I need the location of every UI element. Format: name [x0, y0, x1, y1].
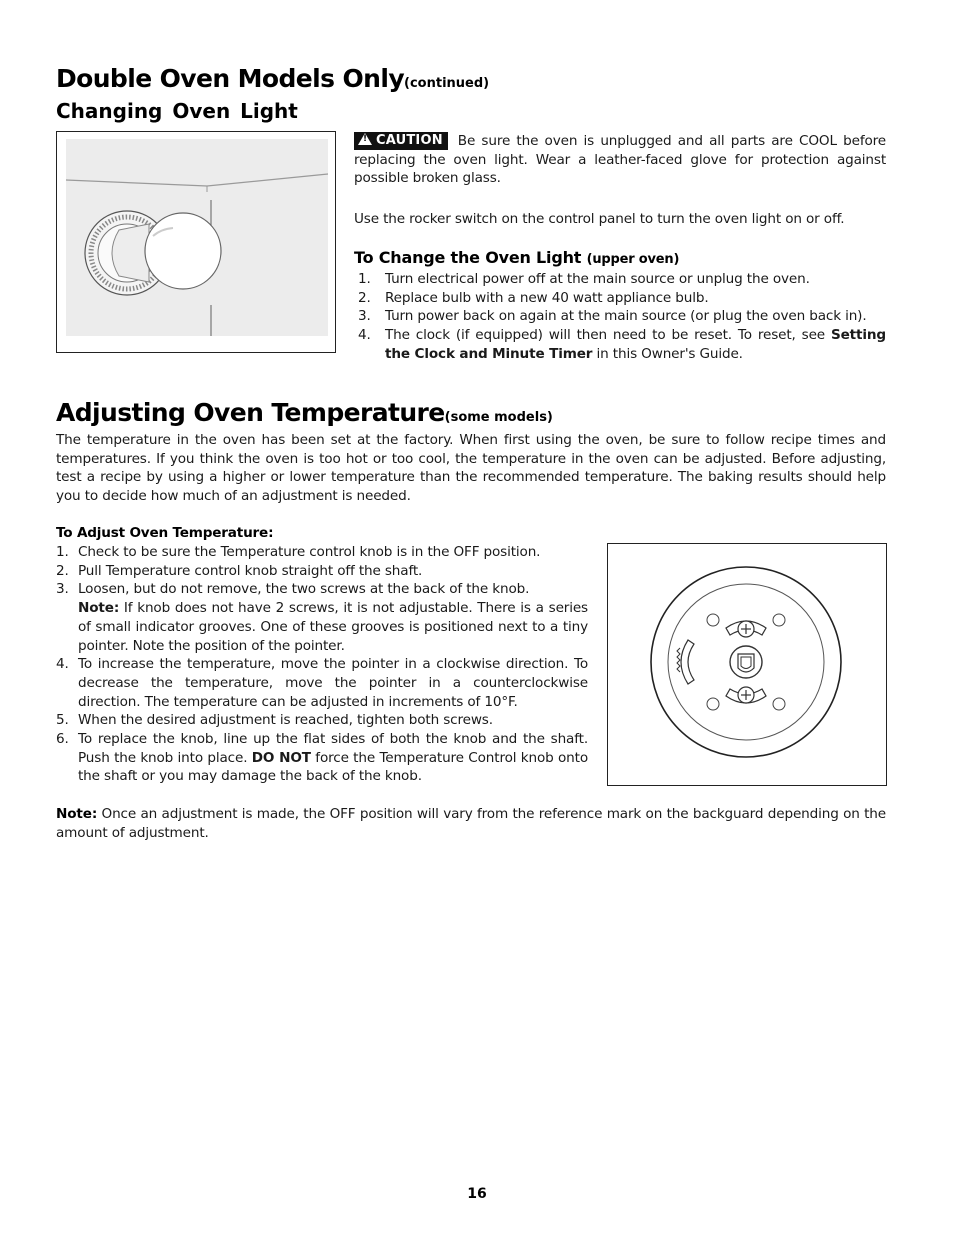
final-note-label: Note:: [56, 806, 98, 822]
list-item: [354, 270, 886, 289]
section-title-text: Adjusting Oven Temperature: [56, 398, 445, 427]
list-item: [56, 562, 588, 581]
step-number: 6.: [56, 731, 69, 748]
step-text: The clock (if equipped) will then need to be reset. To reset, see: [385, 327, 831, 344]
list-item: [354, 307, 886, 326]
step-number: 4.: [56, 656, 69, 673]
step-bold-reference: Setting the Clock and Minute Timer: [385, 327, 886, 362]
oven-light-bulb-drawing: [57, 132, 335, 352]
section-heading-oven-light: Changing Oven Light: [56, 99, 298, 123]
step-number: 5.: [56, 712, 69, 729]
change-light-heading-suffix: (upper oven): [586, 252, 680, 267]
change-light-steps: [354, 270, 886, 364]
caution-text: Be sure the oven is unplugged and all parts are COOL before replacing the oven light. Wear a leather-faced glove for protection against possible broken glass.: [354, 133, 886, 187]
final-note-text: Once an adjustment is made, the OFF position will vary from the reference mark on the backguard depending on the amount of adjustment.: [56, 806, 886, 841]
step-text: To increase the temperature, move the pointer in a clockwise direction. To decrease the temperature, move the pointer in a counterclockwise direction. The temperature can be adjusted in increments of 10°F.: [78, 656, 588, 710]
step-number: 3.: [56, 581, 69, 598]
change-light-heading: [354, 248, 679, 267]
oven-light-illustration: [56, 131, 336, 353]
knob-back-illustration: [607, 543, 887, 786]
note-text: If knob does not have 2 screws, it is not adjustable. There is a series of small indicator grooves. One of these grooves is positioned next to a tiny pointer. Note the position of the pointer.: [78, 600, 588, 654]
temperature-intro: The temperature in the oven has been set at the factory. When first using the oven, be sure to follow recipe times and temperatures. If you think the oven is too hot or too cool, the temperature in the oven can be adjusted. Before adjusting, test a recipe by using a higher or lower temperature than the recommended temperature. The baking results should help you to decide how much of an adjustment is needed.: [56, 432, 886, 504]
caution-paragraph: [354, 132, 886, 188]
list-item: [354, 289, 886, 308]
caution-badge: [354, 132, 448, 150]
step-text: Replace bulb with a new 40 watt appliance bulb.: [385, 289, 709, 306]
step-text: Turn electrical power off at the main source or unplug the oven.: [385, 271, 810, 287]
list-item: [354, 326, 886, 363]
step-text: Loosen, but do not remove, the two screws at the back of the knob.: [78, 581, 530, 598]
list-item: [56, 711, 588, 730]
step-number: 2.: [56, 562, 69, 579]
step-text-end: in this Owner's Guide.: [592, 345, 743, 362]
step-text: Turn power back on again at the main source (or plug the oven back in).: [385, 308, 867, 325]
page-title-suffix: (continued): [404, 76, 490, 91]
step-number: 2.: [358, 289, 371, 306]
step-text: To replace the knob, line up the flat sides of both the knob and the shaft. Push the knob into place.: [78, 731, 588, 766]
page-number: 16: [467, 1186, 487, 1202]
adjust-temperature-heading: To Adjust Oven Temperature:: [56, 525, 274, 541]
warning-icon: [358, 133, 372, 145]
list-item: [56, 580, 588, 655]
step-text: Check to be sure the Temperature control knob is in the OFF position.: [78, 544, 541, 560]
step-text: Pull Temperature control knob straight off the shaft.: [78, 562, 423, 579]
step-text: When the desired adjustment is reached, tighten both screws.: [78, 712, 493, 729]
caution-label: CAUTION: [376, 133, 443, 148]
page-title-text: Double Oven Models Only: [56, 64, 405, 93]
step-bold-warning: DO NOT: [251, 749, 311, 766]
list-item: [56, 730, 588, 786]
step-number: 1.: [56, 544, 69, 560]
section-title-temperature: [56, 398, 553, 427]
step-text-end: force the Temperature Control knob onto the shaft or you may damage the back of the knob.: [78, 749, 588, 785]
list-item: [56, 655, 588, 711]
rocker-switch-text: Use the rocker switch on the control panel to turn the oven light on or off.: [354, 211, 845, 227]
change-light-heading-text: To Change the Oven Light: [354, 248, 582, 267]
step-number: 3.: [358, 308, 371, 325]
temperature-knob-drawing: [608, 544, 886, 785]
step-number: 4.: [358, 327, 371, 344]
final-note: [56, 805, 886, 842]
note-label: Note:: [78, 600, 120, 617]
section-title-suffix: (some models): [444, 410, 553, 425]
list-item: [56, 543, 588, 562]
adjust-temperature-steps: [56, 543, 588, 786]
page-title: [56, 64, 489, 93]
step-number: 1.: [358, 271, 371, 287]
